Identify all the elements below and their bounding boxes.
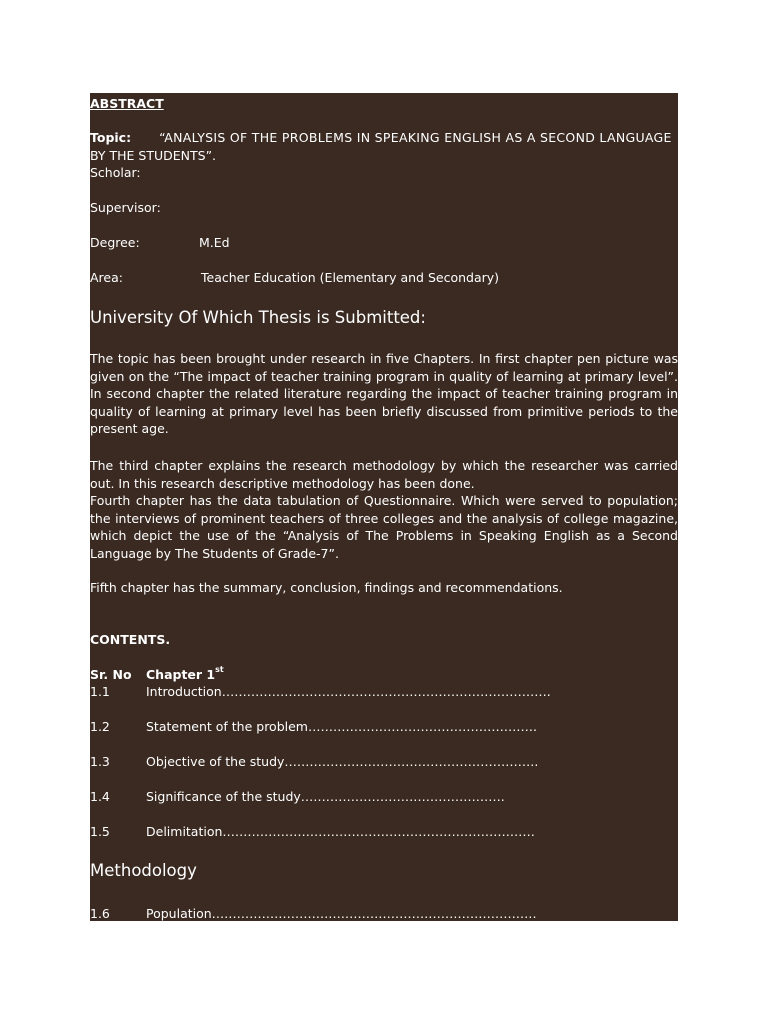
toc-title[interactable]: Introduction……………………………………………………………………. — [146, 684, 551, 699]
supervisor-label: Supervisor: — [90, 200, 161, 215]
area-value: Teacher Education (Elementary and Secondary) — [201, 270, 500, 285]
paragraph-line: given on the “The impact of teacher training program in quality of learning at primary level”. — [90, 368, 678, 384]
toc-row[interactable] — [90, 905, 537, 923]
university-heading: University Of Which Thesis is Submitted: — [90, 308, 426, 327]
toc-number: 1.1 — [90, 684, 110, 699]
paragraph-line: quality of learning at primary level has been briefly discussed from primitive periods to the — [90, 403, 678, 419]
paragraph-line: Language by The Students of Grade-7”. — [90, 545, 339, 561]
paragraph-line: out. In this research descriptive methodology has been done. — [90, 475, 475, 491]
toc-row[interactable] — [90, 788, 505, 806]
toc-title[interactable]: Population…………………………………………………………………… — [146, 906, 537, 921]
toc-row[interactable] — [90, 823, 535, 841]
document-page — [90, 93, 678, 921]
area-label: Area: — [90, 270, 123, 285]
paragraph-line: The topic has been brought under research in five Chapters. In first chapter pen picture was — [90, 351, 678, 366]
paragraph-3: Fifth chapter has the summary, conclusion, findings and recommendations. — [90, 580, 563, 595]
toc-number: 1.6 — [90, 906, 110, 921]
contents-header-row — [90, 666, 224, 684]
toc-title[interactable]: Statement of the problem………………………………………………. — [146, 719, 537, 734]
paragraph-1 — [90, 350, 678, 438]
area-row — [90, 269, 499, 287]
paragraph-line: the interviews of prominent teachers of three colleges and the analysis of college magazine, — [90, 510, 678, 526]
degree-label: Degree: — [90, 235, 140, 250]
toc-title[interactable]: Objective of the study……………………………………………………. — [146, 754, 539, 769]
paragraph-line: The third chapter explains the research methodology by which the researcher was carried — [90, 458, 678, 473]
paragraph-line: Fourth chapter has the data tabulation of Questionnaire. Which were served to population; — [90, 493, 678, 509]
topic-label: Topic: — [90, 130, 132, 145]
toc-row[interactable] — [90, 683, 551, 701]
paragraph-line: In second chapter the related literature regarding the impact of teacher training program in — [90, 386, 678, 402]
paragraph-2 — [90, 457, 678, 563]
toc-number: 1.2 — [90, 719, 110, 734]
topic-text-1: “ANALYSIS OF THE PROBLEMS IN SPEAKING ENGLISH AS A SECOND LANGUAGE — [159, 130, 672, 145]
paragraph-line: present age. — [90, 421, 169, 437]
toc-row[interactable] — [90, 718, 537, 736]
chapter-header-sup: st — [215, 665, 224, 674]
scholar-label: Scholar: — [90, 165, 141, 180]
abstract-heading: ABSTRACT — [90, 96, 164, 111]
degree-value: M.Ed — [199, 235, 230, 250]
toc-title[interactable]: Delimitation………………………………………………………………… — [146, 824, 535, 839]
srno-header: Sr. No — [90, 667, 132, 682]
topic-line-1 — [90, 129, 678, 147]
toc-row[interactable] — [90, 753, 538, 771]
paragraph-line: which depict the use of the “Analysis of The Problems in Speaking English as a Second — [90, 528, 678, 544]
methodology-heading: Methodology — [90, 861, 197, 880]
toc-number: 1.5 — [90, 824, 110, 839]
toc-number: 1.3 — [90, 754, 110, 769]
contents-heading: CONTENTS. — [90, 632, 171, 647]
topic-line-2: BY THE STUDENTS”. — [90, 148, 217, 163]
toc-title[interactable]: Significance of the study…………………………………………. — [146, 789, 505, 804]
degree-row — [90, 234, 230, 252]
toc-number: 1.4 — [90, 789, 110, 804]
chapter-header: Chapter 1 — [146, 667, 216, 682]
